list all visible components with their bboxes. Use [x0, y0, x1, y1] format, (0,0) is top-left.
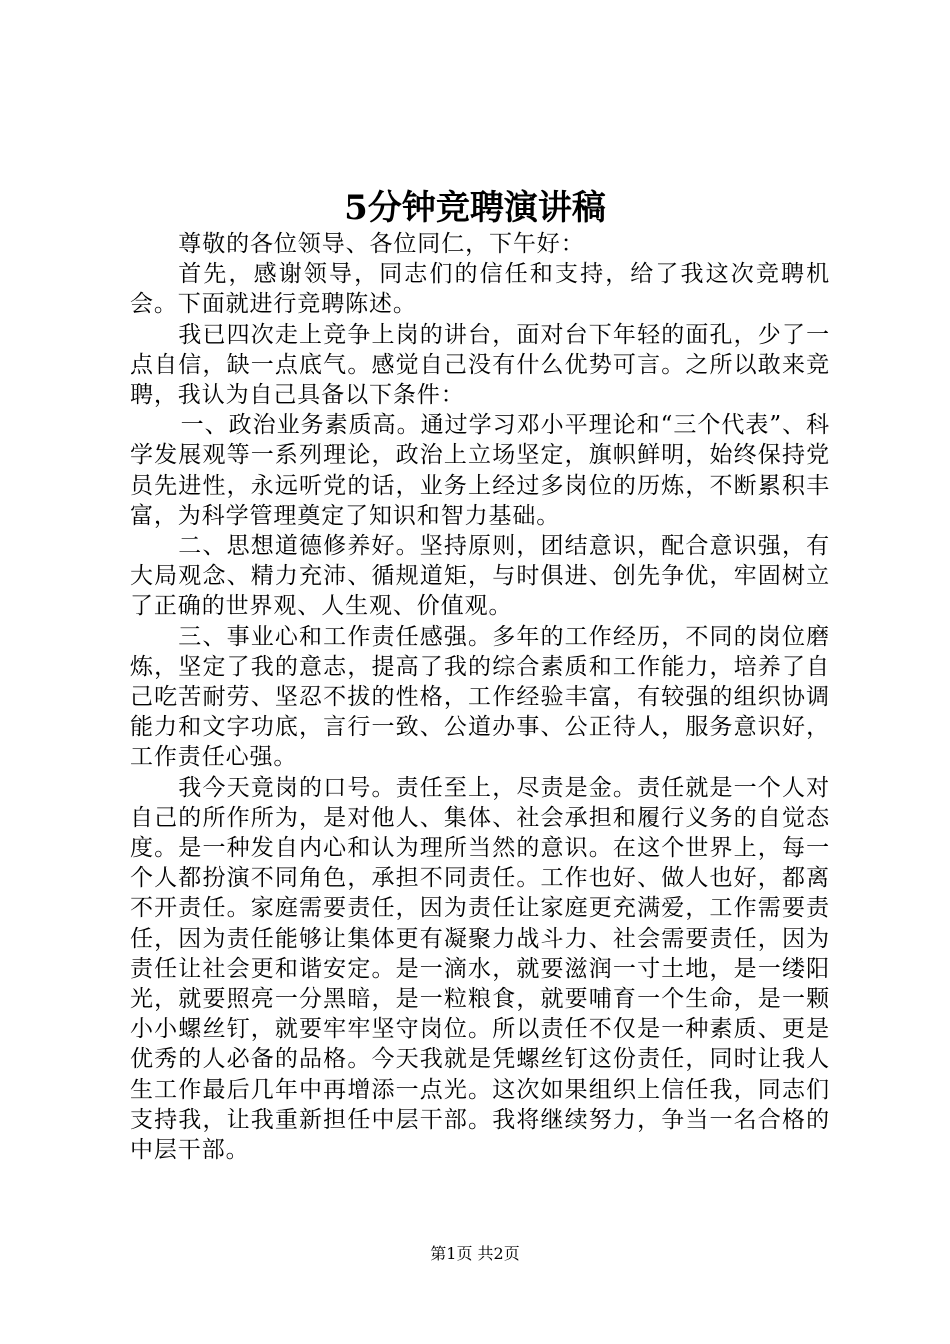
qualification-3-paragraph: 三、事业心和工作责任感强。多年的工作经历，不同的岗位磨炼，坚定了我的意志，提高了我的综合素质和工作能力，培养了自己吃苦耐劳、坚忍不拔的性格，工作经验丰富，有较强的组织协调能力和文字功底，言行一致、公道办事、公正待人，服务意识好，工作责任心强。: [130, 623, 830, 771]
background-paragraph: 我已四次走上竞争上岗的讲台，面对台下年轻的面孔，少了一点自信，缺一点底气。感觉自己没有什么优势可言。之所以敢来竞聘，我认为自己具备以下条件：: [130, 321, 830, 409]
qualification-1-paragraph: 一、政治业务素质高。通过学习邓小平理论和“三个代表”、科学发展观等一系列理论，政治上立场坚定，旗帜鲜明，始终保持党员先进性，永远听党的话，业务上经过多岗位的历炼，不断累积丰富，为科学管理奠定了知识和智力基础。: [130, 412, 830, 529]
document-body: [130, 229, 830, 1165]
slogan-paragraph: 我今天竟岗的口号。责任至上，尽责是金。责任就是一个人对自己的所作所为，是对他人、集体、社会承担和履行义务的自觉态度。是一种发自内心和认为理所当然的意识。在这个世界上，每一个人都扮演不同角色，承担不同责任。工作也好、做人也好，都离不开责任。家庭需要责任，因为责任让家庭更充满爱，工作需要责任，因为责任能够让集体更有凝聚力战斗力、社会需要责任，因为责任让社会更和谐安定。是一滴水，就要滋润一寸土地，是一缕阳光，就要照亮一分黑暗，是一粒粮食，就要哺育一个生命，是一颗小小螺丝钉，就要牢牢坚守岗位。所以责任不仅是一种素质、更是优秀的人必备的品格。今天我就是凭螺丝钉这份责任，同时让我人生工作最后几年中再增添一点光。这次如果组织上信任我，同志们支持我，让我重新担任中层干部。我将继续努力，争当一名合格的中层干部。: [130, 774, 830, 1164]
document-title: 5分钟竞聘演讲稿: [344, 188, 606, 228]
greeting-paragraph: 尊敬的各位领导、各位同仁，下午好：: [178, 231, 585, 257]
intro-paragraph: 首先，感谢领导，同志们的信任和支持，给了我这次竞聘机会。下面就进行竞聘陈述。: [130, 261, 830, 318]
page-number-footer: 第1页 共2页: [430, 1244, 520, 1263]
qualification-2-paragraph: 二、思想道德修养好。坚持原则，团结意识，配合意识强，有大局观念、精力充沛、循规道矩，与时俱进、创先争优，牢固树立了正确的世界观、人生观、价值观。: [130, 533, 830, 620]
